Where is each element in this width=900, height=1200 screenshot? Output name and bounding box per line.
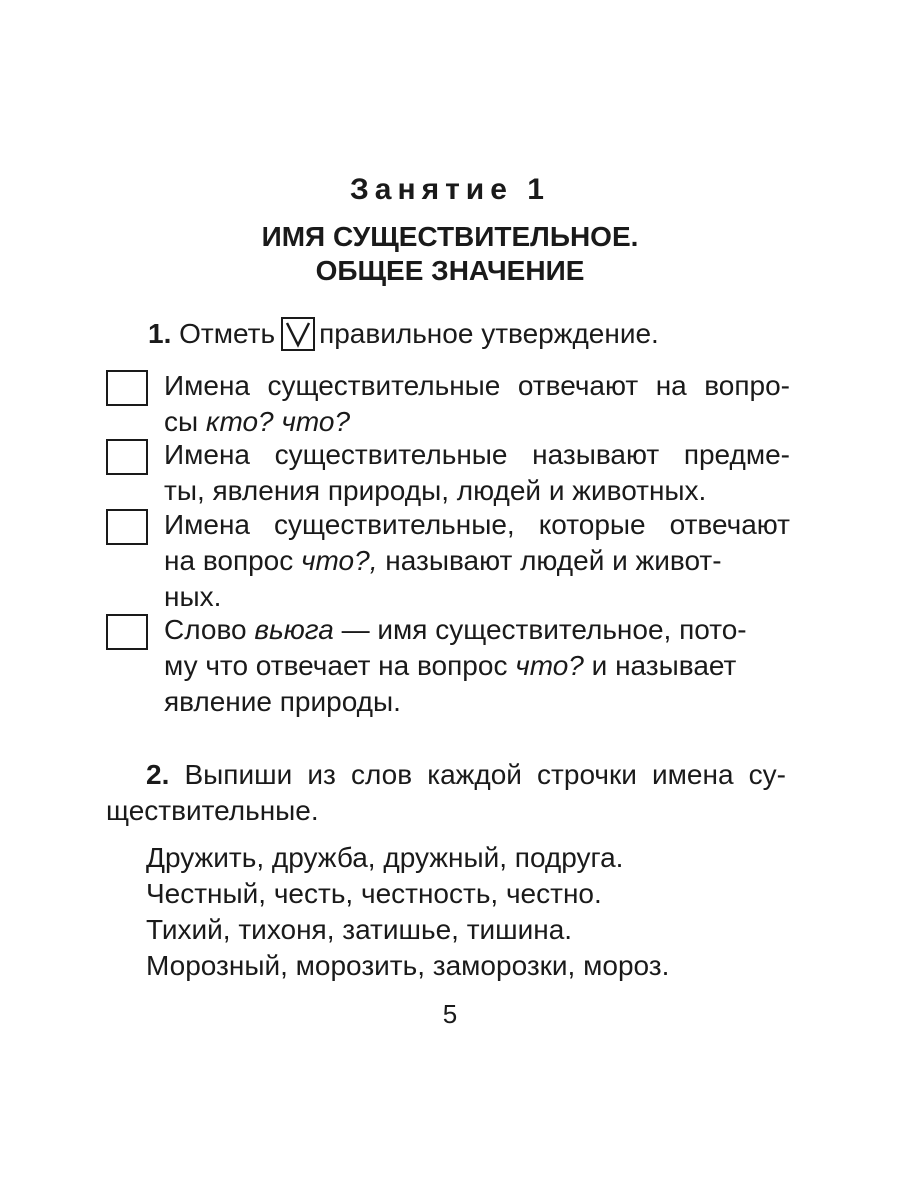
task2-instruction-text: Выпиши из слов каждой строчки имена су-	[184, 759, 786, 790]
option-4-line2-italic: что?	[515, 650, 584, 681]
option-4-line1-end: — имя существительное, пото-	[333, 614, 747, 645]
option-4-line1-text: Слово	[164, 614, 255, 645]
task1-instruction-after: правильное утверждение.	[319, 318, 659, 349]
lesson-title: Занятие 1	[350, 173, 550, 206]
topic-title-line1: ИМЯ СУЩЕСТВИТЕЛЬНОЕ.	[261, 221, 639, 252]
option-3-line2-end: называют людей и живот-	[377, 545, 722, 576]
option-1-checkbox[interactable]	[106, 370, 148, 406]
option-4-checkbox[interactable]	[106, 614, 148, 650]
option-3-checkbox[interactable]	[106, 509, 148, 545]
option-3-line1: Имена существительные, которые отвечают	[164, 509, 790, 540]
task1-number: 1.	[148, 318, 172, 349]
option-1-line2	[164, 404, 350, 440]
topic-title-line2: ОБЩЕЕ ЗНАЧЕНИЕ	[315, 255, 585, 286]
option-3-line2-italic: что?,	[301, 545, 378, 576]
task2-number: 2.	[146, 759, 170, 790]
task1-instruction-before: Отметь	[179, 318, 276, 349]
task1-instruction	[148, 314, 659, 354]
page-number: 5	[442, 999, 458, 1029]
check-mark-icon	[283, 319, 313, 349]
word-row-1: Дружить, дружба, дружный, подруга.	[146, 842, 624, 873]
option-3-line3: ных.	[164, 581, 222, 612]
option-1-line2-italic: кто? что?	[205, 406, 351, 437]
option-1-line2-text: сы	[164, 406, 206, 437]
task2-instruction-line2: ществительные.	[106, 795, 319, 826]
option-2-line1: Имена существительные называют предме-	[164, 439, 790, 470]
option-4-line2-text: му что отвечает на вопрос	[164, 650, 516, 681]
option-3-line2	[164, 543, 722, 579]
option-2-checkbox[interactable]	[106, 439, 148, 475]
word-row-3: Тихий, тихоня, затишье, тишина.	[146, 914, 573, 945]
word-row-2: Честный, честь, честность, честно.	[146, 878, 602, 909]
option-4-line2	[164, 648, 736, 684]
option-4-line1	[164, 612, 747, 648]
word-row-4: Морозный, морозить, заморозки, мороз.	[146, 950, 670, 981]
option-4-line3: явление природы.	[164, 686, 401, 717]
option-2-line2: ты, явления природы, людей и животных.	[164, 475, 707, 506]
option-4-line2-end: и называет	[583, 650, 737, 681]
task2-instruction-line1	[146, 756, 786, 794]
option-4-line1-italic: вьюга	[254, 614, 334, 645]
option-1-line1: Имена существительные отвечают на вопро-	[164, 370, 790, 401]
option-3-line2-text: на вопрос	[164, 545, 302, 576]
sample-checkbox	[281, 317, 315, 351]
